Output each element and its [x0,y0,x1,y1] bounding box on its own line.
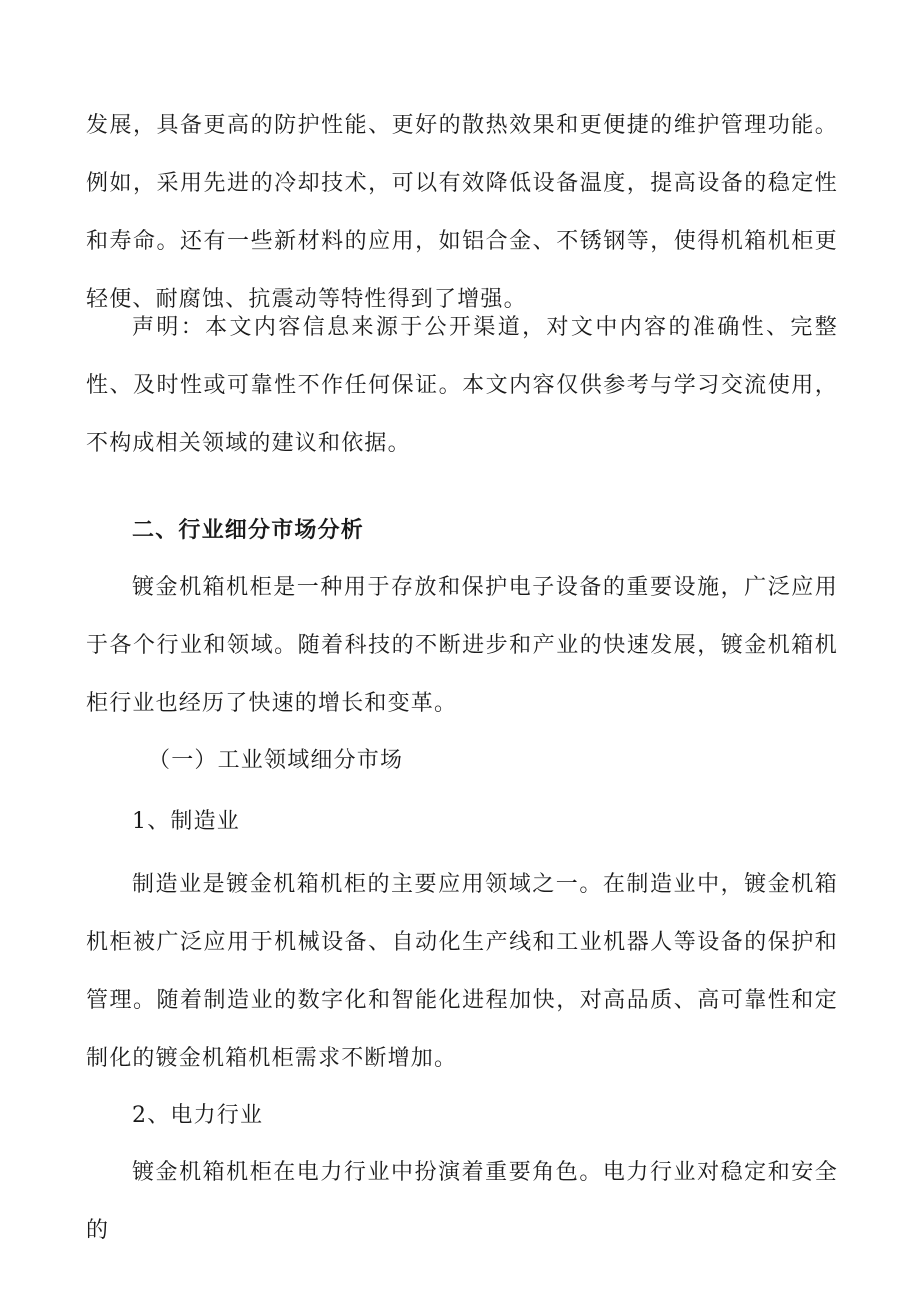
item1-body: 制造业是镀金机箱机柜的主要应用领域之一。在制造业中，镀金机箱机柜被广泛应用于机械设备、自动化生产线和工业机器人等设备的保护和管理。随着制造业的数字化和智能化进程加快，对高品质、高可靠性和定制化的镀金机箱机柜需求不断增加。 [86,872,838,1071]
subsection-heading: （一）工业领域细分市场 [148,748,404,773]
item1-heading: 1、制造业 [132,809,240,834]
section-heading: 二、行业细分市场分析 [132,517,365,543]
paragraph-statement: 声明：本文内容信息来源于公开渠道，对文中内容的准确性、完整性、及时性或可靠性不作任何保证。本文内容仅供参考与学习交流使用，不构成相关领域的建议和依据。 [86,315,838,456]
item2-body: 镀金机箱机柜在电力行业中扮演着重要角色。电力行业对稳定和安全的 [86,1160,838,1243]
paragraph-intro: 镀金机箱机柜是一种用于存放和保护电子设备的重要设施，广泛应用于各个行业和领域。随着科技的不断进步和产业的快速发展，镀金机箱机柜行业也经历了快速的增长和变革。 [86,575,838,716]
item2-heading: 2、电力行业 [132,1103,264,1128]
paragraph-continuation: 发展，具备更高的防护性能、更好的散热效果和更便捷的维护管理功能。例如，采用先进的冷却技术，可以有效降低设备温度，提高设备的稳定性和寿命。还有一些新材料的应用，如铝合金、不锈钢等，使得机箱机柜更轻便、耐腐蚀、抗震动等特性得到了增强。 [86,113,838,312]
